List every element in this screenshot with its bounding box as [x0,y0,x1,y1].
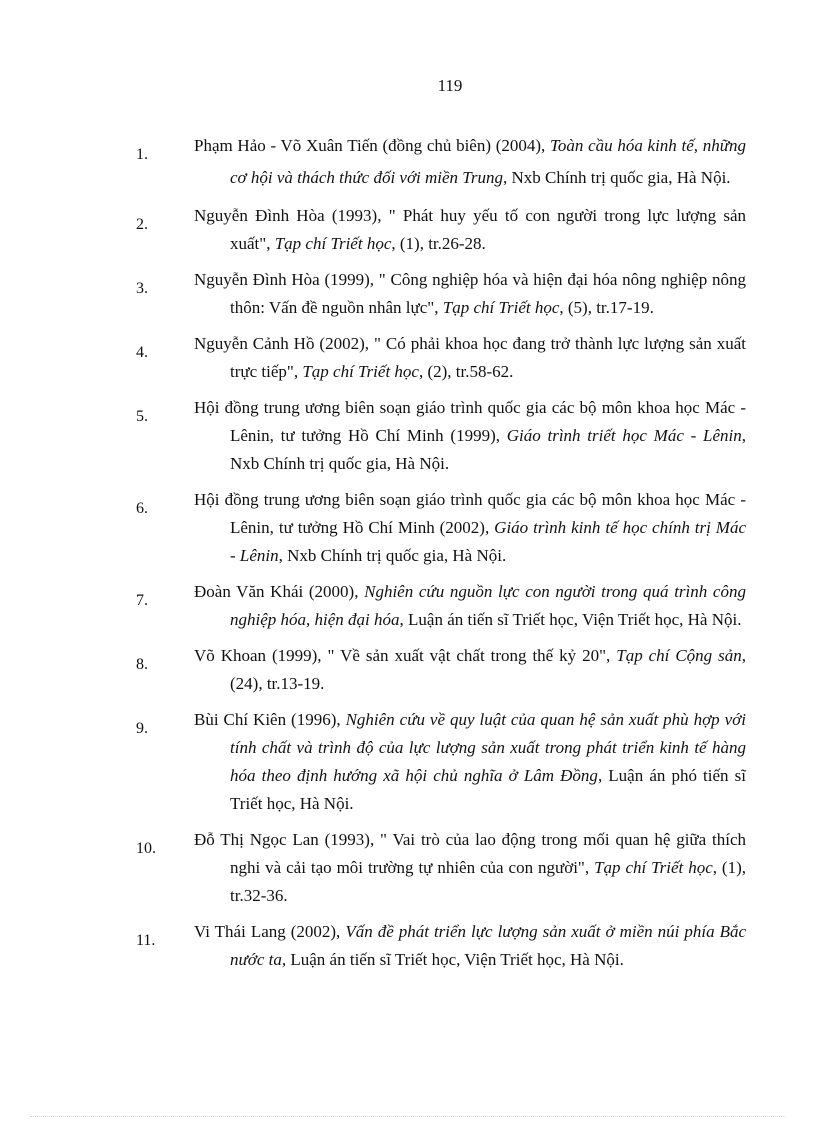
reference-text: , (1), tr.32-36. [230,858,747,905]
reference-text: , Nxb Chính trị quốc gia, Hà Nội. [230,426,746,473]
reference-text: Đoàn Văn Khái (2000), [194,582,365,601]
reference-number: 8. [136,656,148,673]
reference-text: , Luận án phó tiến sĩ Triết học, Hà Nội. [230,766,746,813]
reference-title: Tạp chí Triết học [274,234,392,253]
reference-title: Vấn đề phát triển lực lượng sản xuất ở miền núi phía Bắc nước ta [230,922,747,969]
reference-item [0,130,816,194]
reference-text: , (1), tr.26-28. [391,234,486,253]
reference-number: 6. [136,500,148,517]
reference-title: Giáo trình triết học Mác - Lênin [506,426,742,445]
reference-number: 9. [136,720,148,737]
reference-title: Nghiên cứu về quy luật của quan hệ sản xuất phù hợp với tính chất và trình độ của lực lượng sản xuất trong phát triển kinh tế hàng hóa theo định hướng xã hội chủ nghĩa ở Lâm Đồng [230,710,746,785]
reference-text: Nguyễn Cảnh Hồ (2002), " Có phải khoa học đang trở thành lực lượng sản xuất trực tiếp", [194,334,746,381]
reference-text: Đỗ Thị Ngọc Lan (1993), " Vai trò của lao động trong mối quan hệ giữa thích nghi và cải tạo môi trường tự nhiên của con người", [194,830,746,877]
reference-text: , Luận án tiến sĩ Triết học, Viện Triết học, Hà Nội. [399,610,742,629]
reference-item [0,918,816,974]
reference-item [0,202,816,258]
reference-text: , Nxb Chính trị quốc gia, Hà Nội. [502,168,731,187]
footer-divider [30,1116,786,1117]
reference-text: Bùi Chí Kiên (1996), [194,710,346,729]
reference-item [0,394,816,478]
reference-text: , (24), tr.13-19. [230,646,746,693]
reference-text: Nguyễn Đình Hòa (1999), " Công nghiệp hóa và hiện đại hóa nông nghiệp nông thôn: Vấn đề nguồn nhân lực", [194,270,746,317]
reference-number: 2. [136,216,148,233]
reference-title: Tạp chí Triết học [442,298,560,317]
reference-number: 5. [136,408,148,425]
reference-title: Nghiên cứu nguồn lực con người trong quá trình công nghiệp hóa, hiện đại hóa [230,582,746,629]
reference-item [0,266,816,322]
reference-title: Toàn cầu hóa kinh tế, những cơ hội và thách thức đối với miền Trung [230,136,746,187]
reference-text: , (2), tr.58-62. [418,362,514,381]
reference-number: 7. [136,592,148,609]
reference-item [0,706,816,818]
reference-number: 3. [136,280,148,297]
reference-text: Hội đồng trung ương biên soạn giáo trình quốc gia các bộ môn khoa học Mác - Lênin, tư tưởng Hồ Chí Minh (1999), [194,398,746,445]
reference-item [0,486,816,570]
reference-text: , Nxb Chính trị quốc gia, Hà Nội. [278,546,507,565]
reference-list [0,130,816,974]
reference-item [0,578,816,634]
reference-text: , (5), tr.17-19. [559,298,654,317]
reference-number: 10. [136,840,156,857]
reference-text: Vi Thái Lang (2002), [194,922,346,941]
reference-item [0,642,816,698]
reference-item [0,330,816,386]
reference-text: Võ Khoan (1999), " Về sản xuất vật chất trong thế kỷ 20", [194,646,617,665]
reference-title: Tạp chí Cộng sản [616,646,742,665]
reference-number: 1. [136,146,148,163]
reference-text: , Luận án tiến sĩ Triết học, Viện Triết học, Hà Nội. [281,950,624,969]
reference-number: 4. [136,344,148,361]
reference-number: 11. [136,932,156,949]
reference-item [0,826,816,910]
reference-title: Tạp chí Triết học [302,362,419,381]
reference-title: Giáo trình kinh tế học chính trị Mác - Lênin [230,518,746,565]
reference-text: Phạm Hảo - Võ Xuân Tiến (đồng chủ biên) (2004), [194,136,550,155]
reference-text: Hội đồng trung ương biên soạn giáo trình quốc gia các bộ môn khoa học Mác - Lênin, tư tưởng Hồ Chí Minh (2002), [194,490,746,537]
page-number: 119 [437,76,463,95]
reference-text: Nguyễn Đình Hòa (1993), " Phát huy yếu tố con người trong lực lượng sản xuất", [194,206,746,253]
reference-title: Tạp chí Triết học [594,858,713,877]
